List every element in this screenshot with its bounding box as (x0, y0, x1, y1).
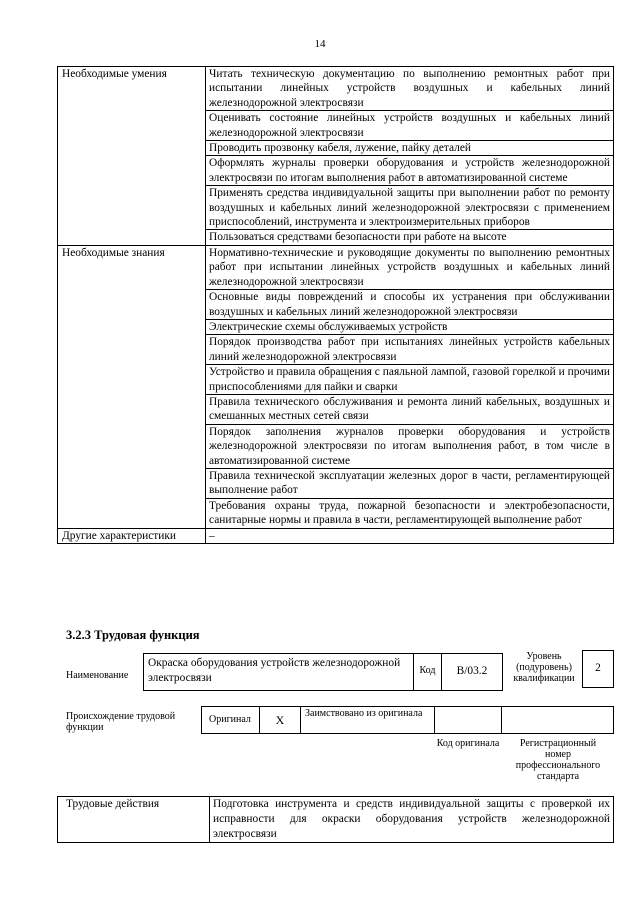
name-value-box (143, 653, 414, 691)
labor-actions-table (57, 796, 614, 843)
row-item: Пользоваться средствами безопасности при работе на высоте (206, 230, 614, 245)
reg-number-label: Регистрационный номер профессионального стандарта (515, 738, 601, 782)
name-label: Наименование (66, 670, 129, 681)
level-value-box (582, 650, 614, 688)
borrowed-label: Заимствовано из оригинала (305, 708, 423, 719)
row-item: Правила технического обслуживания и ремонта линий кабельных, воздушных и смешанных местных сетей связи (206, 394, 614, 424)
row-item: Проводить прозвонку кабеля, лужение, пайку деталей (206, 141, 614, 156)
code-value: B/03.2 (456, 665, 488, 677)
name-value: Окраска оборудования устройств железнодорожной электросвязи (148, 657, 401, 684)
row-item: Правила технической эксплуатации железных дорог в части, регламентирующей выполнение работ (206, 468, 614, 498)
code-value-box (441, 653, 503, 691)
level-value: 2 (595, 662, 601, 674)
table-row (58, 67, 614, 111)
row-item: Устройство и правила обращения с паяльной лампой, газовой горелкой и прочими приспособлениями для пайки и сварки (206, 365, 614, 395)
row-label: Другие характеристики (58, 528, 206, 543)
row-item: Оформлять журналы проверки оборудования и устройств железнодорожной электросвязи по итогам выполнения работ в автоматизированной системе (206, 156, 614, 186)
row-item: Основные виды повреждений и способы их устранения при обслуживании воздушных и кабельных линий железнодорожной электросвязи (206, 290, 614, 320)
original-label: Оригинал (209, 714, 251, 725)
row-item: Порядок заполнения журналов проверки оборудования и устройств железнодорожной электросвязи по итогам выполнения работ, в том числе в автоматизированной системе (206, 424, 614, 468)
row-item: Читать техническую документацию по выполнению ремонтных работ при испытании линейных устройств воздушных и кабельных линий железнодорожной электросвязи (206, 67, 614, 111)
code-label: Код (419, 665, 436, 676)
row-item: Оценивать состояние линейных устройств воздушных и кабельных линий железнодорожной электросвязи (206, 111, 614, 141)
level-label: Уровень (подуровень) квалификации (513, 651, 575, 684)
row-item: Нормативно-технические и руководящие документы по выполнению ремонтных работ при испытании линейных устройств воздушных и кабельных линий железнодорожной электросвязи (206, 245, 614, 289)
reg-number-box (501, 706, 614, 734)
row-label: Необходимые знания (58, 245, 206, 528)
original-mark: X (275, 713, 285, 727)
borrowed-label-box (300, 706, 435, 734)
page-number: 14 (314, 38, 326, 50)
code-original-label: Код оригинала (436, 738, 500, 749)
original-label-box (201, 706, 260, 734)
row-item: Применять средства индивидуальной защиты при выполнении работ по ремонту воздушных и кабельных линий железнодорожной электросвязи с применением приспособлений, инструмента и электроизмерительных приборов (206, 186, 614, 230)
original-mark-box (259, 706, 301, 734)
code-label-box (413, 653, 442, 691)
table-row (58, 528, 614, 543)
requirements-table (57, 66, 614, 544)
row-item: Электрические схемы обслуживаемых устройств (206, 319, 614, 334)
origin-label: Происхождение трудовой функции (66, 711, 176, 733)
row-item: Порядок производства работ при испытаниях линейных устройств кабельных линий железнодорожной электросвязи (206, 335, 614, 365)
table-row (58, 245, 614, 289)
actions-label: Трудовые действия (58, 797, 210, 843)
row-label: Необходимые умения (58, 67, 206, 246)
row-item: – (206, 528, 614, 543)
section-title: 3.2.3 Трудовая функция (66, 628, 200, 642)
code-original-box (434, 706, 502, 734)
actions-text: Подготовка инструмента и средств индивидуальной защиты с проверкой их исправности для окраски оборудования устройств железнодорожной электросвязи (210, 797, 614, 843)
row-item: Требования охраны труда, пожарной безопасности и электробезопасности, санитарные нормы и правила в части, регламентирующей выполнение работ (206, 498, 614, 528)
table-row (58, 797, 614, 843)
